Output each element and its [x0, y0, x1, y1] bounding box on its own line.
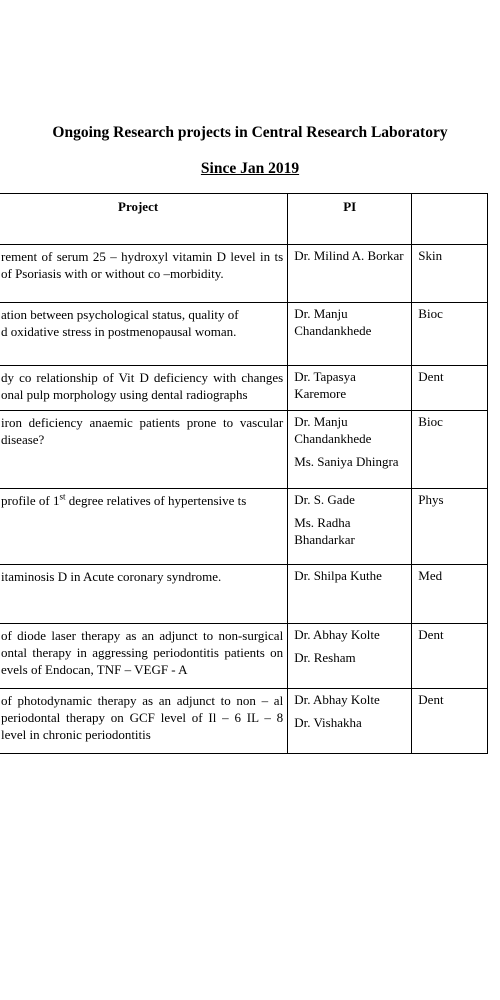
project-cell: rement of serum 25 – hydroxyl vitamin D level in ts of Psoriasis with or without co –morbidity.	[0, 245, 288, 303]
table-row	[0, 245, 488, 303]
pi-cell	[288, 366, 412, 411]
header-pi: PI	[288, 194, 412, 245]
pi-cell	[288, 624, 412, 689]
department-cell: Dent	[412, 366, 488, 411]
department-cell: Dent	[412, 689, 488, 754]
research-projects-table	[0, 193, 488, 754]
table-row	[0, 689, 488, 754]
pi-name: Dr. Abhay Kolte	[294, 692, 380, 707]
research-projects-table-region	[0, 193, 500, 773]
pi-name: Dr. Abhay Kolte	[294, 627, 380, 642]
header-project: Project	[0, 194, 288, 245]
pi-name: Dr. Tapasya Karemore	[294, 369, 356, 401]
pi-name: Dr. Manju Chandankhede	[294, 414, 372, 446]
project-cell: ation between psychological status, quality of d oxidative stress in postmenopausal woman.	[0, 303, 288, 366]
pi-name: Dr. Resham	[294, 650, 356, 665]
document-title: Ongoing Research projects in Central Research Laboratory	[52, 124, 448, 141]
pi-cell	[288, 689, 412, 754]
table-row	[0, 489, 488, 565]
pi-cell	[288, 489, 412, 565]
pi-name: Dr. Manju Chandankhede	[294, 306, 372, 338]
department-cell: Skin	[412, 245, 488, 303]
project-cell: iron deficiency anaemic patients prone to vascular disease?	[0, 411, 288, 489]
department-cell: Phys	[412, 489, 488, 565]
project-text: degree relatives of hypertensive ts	[65, 493, 247, 508]
project-cell	[0, 489, 288, 565]
pi-name: Dr. Milind A. Borkar	[294, 248, 404, 263]
department-cell: Bioc	[412, 411, 488, 489]
superscript-text: st	[59, 491, 66, 502]
pi-cell	[288, 411, 412, 489]
pi-cell	[288, 303, 412, 366]
pi-cell	[288, 565, 412, 624]
project-cell: of photodynamic therapy as an adjunct to non – al periodontal therapy on GCF level of Il – 6 IL – 8 level in chronic periodontitis	[0, 689, 288, 754]
document-subtitle: Since Jan 2019	[200, 160, 300, 177]
department-cell: Bioc	[412, 303, 488, 366]
pi-name: Ms. Radha Bhandarkar	[294, 515, 355, 547]
table-row	[0, 303, 488, 366]
table-row	[0, 565, 488, 624]
pi-name: Dr. Shilpa Kuthe	[294, 568, 382, 583]
project-cell: itaminosis D in Acute coronary syndrome.	[0, 565, 288, 624]
project-text: profile of 1	[1, 493, 60, 508]
project-cell: of diode laser therapy as an adjunct to non-surgical ontal therapy in aggressing periodontitis patients on evels of Endocan, TNF – VEGF - A	[0, 624, 288, 689]
department-cell: Med	[412, 565, 488, 624]
pi-name: Dr. Vishakha	[294, 715, 362, 730]
table-row	[0, 624, 488, 689]
project-cell: dy co relationship of Vit D deficiency with changes onal pulp morphology using dental radiographs	[0, 366, 288, 411]
department-cell: Dent	[412, 624, 488, 689]
header-department	[412, 194, 488, 245]
table-row	[0, 411, 488, 489]
pi-name: Ms. Saniya Dhingra	[294, 454, 399, 469]
table-header-row	[0, 194, 488, 245]
table-row	[0, 366, 488, 411]
pi-cell	[288, 245, 412, 303]
pi-name: Dr. S. Gade	[294, 492, 355, 507]
